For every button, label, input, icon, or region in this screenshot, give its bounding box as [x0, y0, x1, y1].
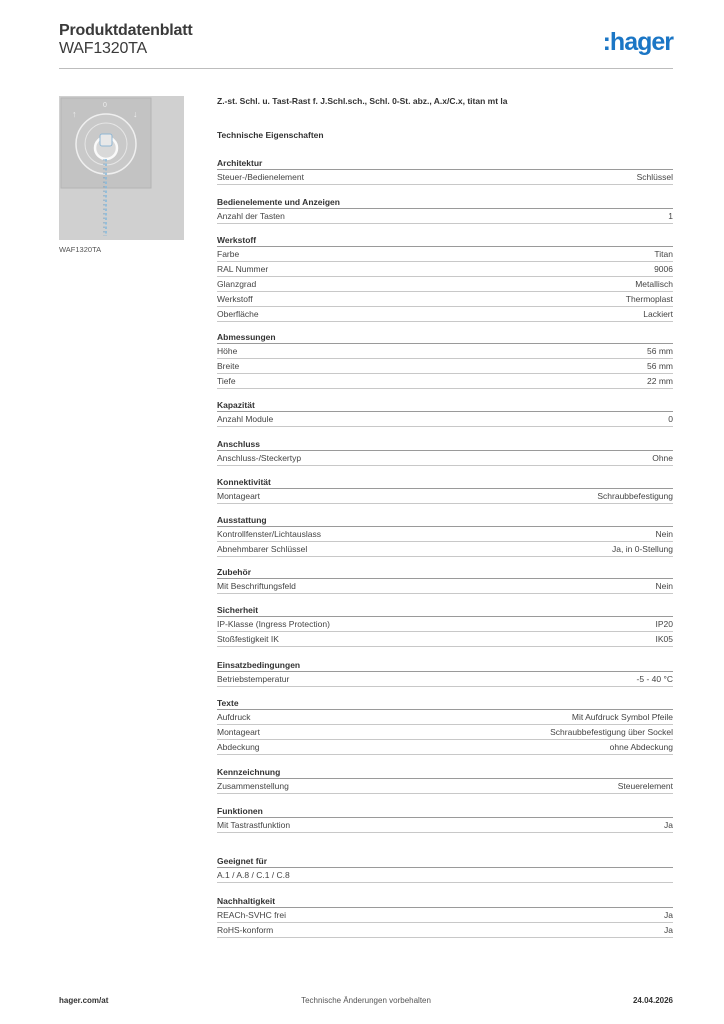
- section-bedienelemente-und-anzeigen: [217, 196, 673, 224]
- spec-row: [217, 818, 673, 833]
- spec-value: ohne Abdeckung: [609, 742, 673, 752]
- product-code: WAF1320TA: [59, 40, 148, 57]
- section-title: Ausstattung: [217, 514, 673, 527]
- spec-value: Schraubbefestigung: [597, 491, 673, 501]
- spec-row: [217, 527, 673, 542]
- section-texte: [217, 697, 673, 755]
- zero-symbol: 0: [103, 102, 107, 109]
- spec-label: RAL Nummer: [217, 264, 269, 274]
- spec-value: Nein: [655, 529, 673, 539]
- spec-label: Aufdruck: [217, 712, 251, 722]
- section-ausstattung: [217, 514, 673, 557]
- spec-row: [217, 740, 673, 755]
- footer-disclaimer: Technische Änderungen vorbehalten: [301, 996, 431, 1005]
- spec-row: [217, 451, 673, 466]
- spec-row: [217, 307, 673, 322]
- technical-properties-heading: Technische Eigenschaften: [217, 130, 324, 140]
- spec-row: [217, 489, 673, 504]
- section-zubehör: [217, 566, 673, 594]
- spec-row: [217, 672, 673, 687]
- spec-label: Zusammenstellung: [217, 781, 289, 791]
- section-title: Sicherheit: [217, 604, 673, 617]
- spec-row: [217, 262, 673, 277]
- spec-label: Betriebstemperatur: [217, 674, 290, 684]
- section-title: Kapazität: [217, 399, 673, 412]
- section-einsatzbedingungen: [217, 659, 673, 687]
- spec-value: Ja: [664, 910, 673, 920]
- spec-row: [217, 710, 673, 725]
- spec-row: [217, 579, 673, 594]
- section-title: Architektur: [217, 157, 673, 170]
- section-title: Konnektivität: [217, 476, 673, 489]
- spec-label: Mit Tastrastfunktion: [217, 820, 291, 830]
- spec-row: [217, 209, 673, 224]
- spec-row: [217, 542, 673, 557]
- section-title: Anschluss: [217, 438, 673, 451]
- spec-row: [217, 779, 673, 794]
- spec-row: [217, 725, 673, 740]
- spec-value: 56 mm: [647, 346, 673, 356]
- section-title: Werkstoff: [217, 234, 673, 247]
- spec-label: Anzahl Module: [217, 414, 274, 424]
- spec-label: Steuer-/Bedienelement: [217, 172, 304, 182]
- spec-label: IP-Klasse (Ingress Protection): [217, 619, 330, 629]
- footer-date: 24.04.2026: [632, 996, 673, 1005]
- section-sicherheit: [217, 604, 673, 647]
- spec-row: [217, 923, 673, 938]
- spec-row: [217, 292, 673, 307]
- spec-label: Farbe: [217, 249, 240, 259]
- header-divider: [59, 68, 673, 69]
- section-title: Texte: [217, 697, 673, 710]
- section-sustainability: [217, 895, 673, 938]
- spec-value: -5 - 40 °C: [636, 674, 673, 684]
- document-title: Produktdatenblatt: [59, 22, 193, 39]
- spec-value: 9006: [654, 264, 673, 274]
- spec-value: Ja: [664, 820, 673, 830]
- section-title: Bedienelemente und Anzeigen: [217, 196, 673, 209]
- spec-value: IK05: [655, 634, 673, 644]
- spec-label: Glanzgrad: [217, 279, 257, 289]
- arrow-up-symbol: ↑: [72, 109, 77, 119]
- spec-value: 56 mm: [647, 361, 673, 371]
- section-kennzeichnung: [217, 766, 673, 794]
- page-footer: [59, 996, 673, 1010]
- section-kapazität: [217, 399, 673, 427]
- spec-label: Montageart: [217, 491, 260, 501]
- spec-row: [217, 632, 673, 647]
- spec-row: [217, 908, 673, 923]
- spec-row: [217, 170, 673, 185]
- footer-website-link[interactable]: hager.com/at: [59, 996, 109, 1005]
- spec-row: [217, 374, 673, 389]
- product-image: [59, 96, 184, 240]
- spec-value: Mit Aufdruck Symbol Pfeile: [571, 712, 673, 722]
- spec-value: Schlüssel: [636, 172, 673, 182]
- image-caption: WAF1320TA: [59, 245, 102, 254]
- spec-label: Abdeckung: [217, 742, 260, 752]
- section-konnektivität: [217, 476, 673, 504]
- spec-value: Nein: [655, 581, 673, 591]
- spec-value: 1: [668, 211, 673, 221]
- product-description: Z.-st. Schl. u. Tast-Rast f. J.Schl.sch., Schl. 0-St. abz., A.x/C.x, titan mt la: [217, 96, 508, 106]
- section-werkstoff: [217, 234, 673, 322]
- spec-row: [217, 344, 673, 359]
- section-title: Nachhaltigkeit: [217, 895, 673, 908]
- section-funktionen: [217, 805, 673, 833]
- spec-value: Titan: [654, 249, 673, 259]
- spec-value: Ohne: [652, 453, 673, 463]
- spec-row: [217, 412, 673, 427]
- spec-label: Anschluss-/Steckertyp: [217, 453, 302, 463]
- spec-label: REACh-SVHC frei: [217, 910, 286, 920]
- spec-row: [217, 359, 673, 374]
- spec-value: Metallisch: [635, 279, 673, 289]
- spec-row: [217, 617, 673, 632]
- hager-logo: :hager: [602, 28, 673, 56]
- spec-value: Schraubbefestigung über Sockel: [550, 727, 673, 737]
- spec-label: Stoßfestigkeit IK: [217, 634, 279, 644]
- arrow-down-symbol: ↓: [133, 109, 138, 119]
- spec-label: RoHS-konform: [217, 925, 274, 935]
- suitable-for-value: A.1 / A.8 / C.1 / C.8: [217, 868, 673, 883]
- spec-value: 0: [668, 414, 673, 424]
- spec-value: Ja: [664, 925, 673, 935]
- spec-label: Breite: [217, 361, 240, 371]
- section-architektur: [217, 157, 673, 185]
- spec-label: Oberfläche: [217, 309, 259, 319]
- section-title: Kennzeichnung: [217, 766, 673, 779]
- spec-value: 22 mm: [647, 376, 673, 386]
- page-header: [59, 22, 673, 68]
- section-title: Geeignet für: [217, 855, 673, 868]
- spec-label: Abnehmbarer Schlüssel: [217, 544, 308, 554]
- spec-value: Steuerelement: [617, 781, 673, 791]
- spec-value: Thermoplast: [625, 294, 673, 304]
- section-anschluss: [217, 438, 673, 466]
- spec-label: Werkstoff: [217, 294, 253, 304]
- spec-row: [217, 277, 673, 292]
- section-abmessungen: [217, 331, 673, 389]
- spec-label: Montageart: [217, 727, 260, 737]
- section-title: Zubehör: [217, 566, 673, 579]
- spec-value: Ja, in 0-Stellung: [612, 544, 673, 554]
- spec-label: Kontrollfenster/Lichtauslass: [217, 529, 321, 539]
- spec-label: Mit Beschriftungsfeld: [217, 581, 296, 591]
- section-suitable-for: [217, 855, 673, 883]
- section-title: Funktionen: [217, 805, 673, 818]
- section-title: Einsatzbedingungen: [217, 659, 673, 672]
- section-title: Abmessungen: [217, 331, 673, 344]
- spec-value: Lackiert: [643, 309, 673, 319]
- spec-value: IP20: [655, 619, 673, 629]
- spec-label: Tiefe: [217, 376, 236, 386]
- spec-row: [217, 247, 673, 262]
- spec-label: Höhe: [217, 346, 238, 356]
- spec-label: Anzahl der Tasten: [217, 211, 285, 221]
